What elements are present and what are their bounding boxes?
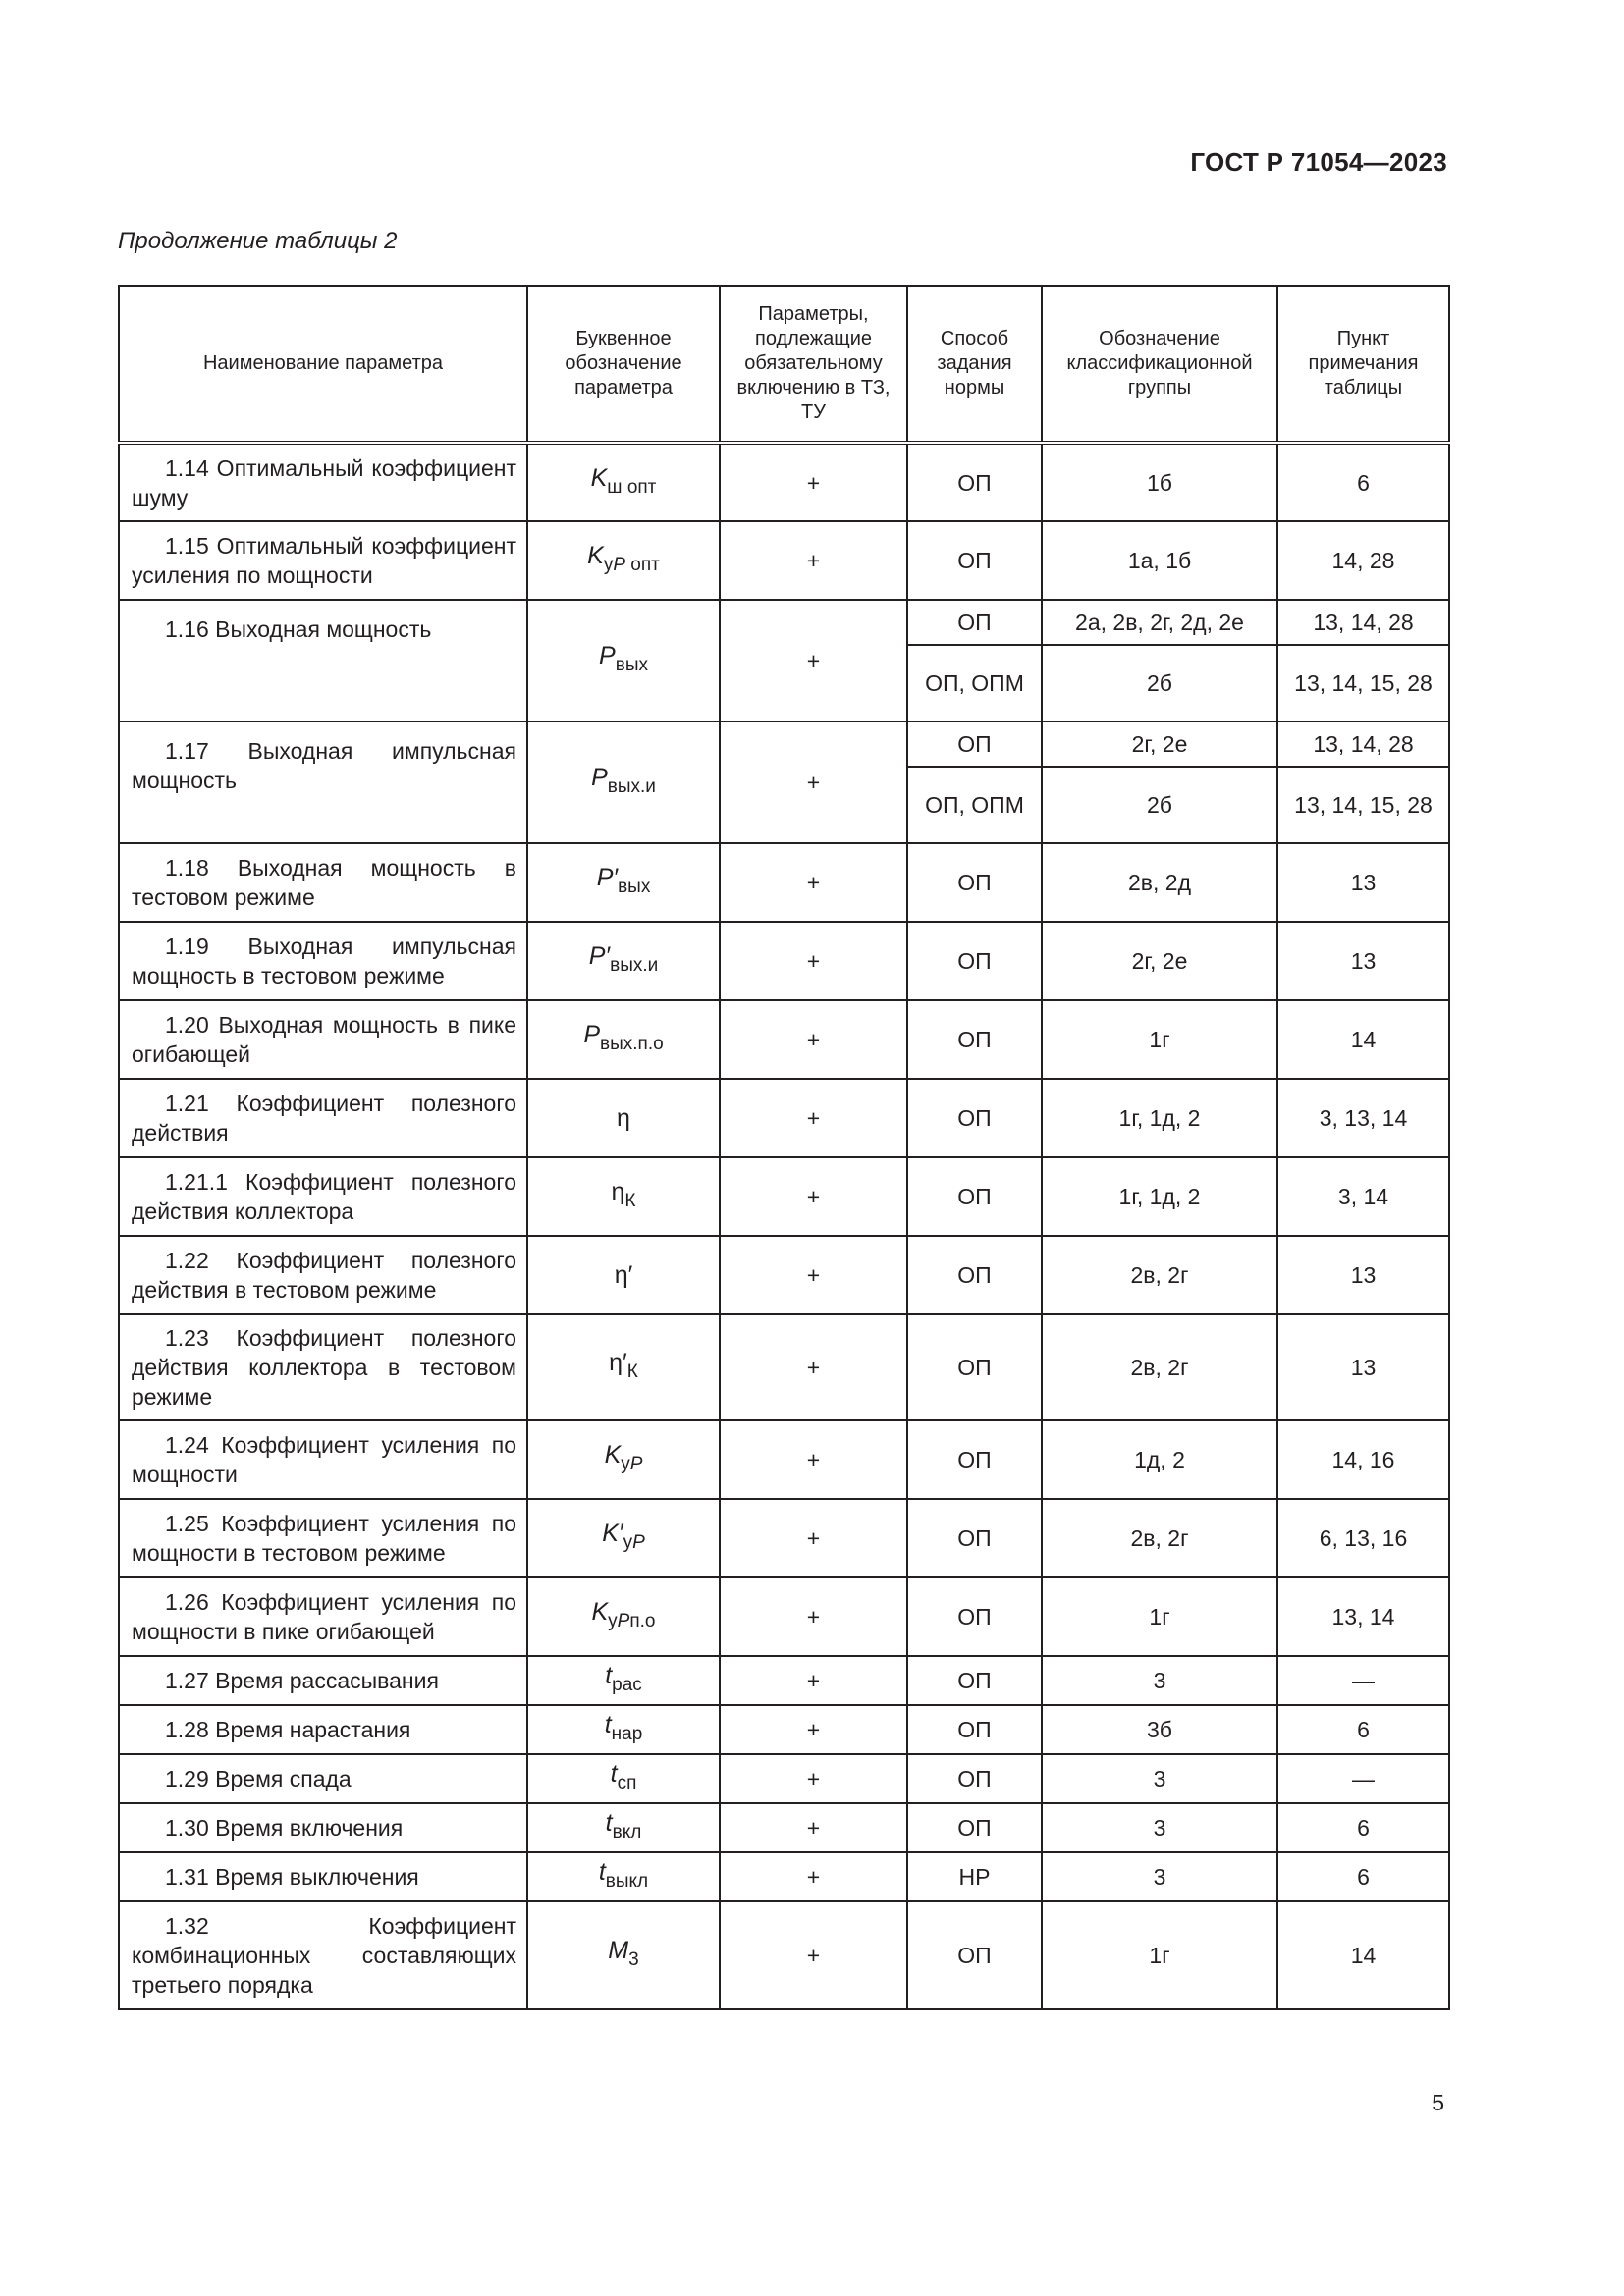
parameters-table bbox=[118, 285, 1450, 2010]
group-cell: 1г bbox=[1042, 1577, 1277, 1656]
symbol-base: η′ bbox=[609, 1349, 627, 1376]
parameter-name: 1.15 Оптимальный коэффициент усиления по мощности bbox=[132, 533, 516, 588]
parameter-symbol bbox=[602, 1520, 645, 1553]
col-header-mandatory: Параметры, подлежащие обязательному включению в ТЗ, ТУ bbox=[720, 286, 907, 443]
note-cell: 13, 14, 28 bbox=[1277, 600, 1449, 645]
table-row bbox=[119, 721, 1449, 767]
table-row bbox=[119, 1852, 1449, 1901]
parameter-symbol bbox=[591, 1598, 656, 1631]
parameter-name: 1.22 Коэффициент полезного действия в тестовом режиме bbox=[132, 1248, 516, 1303]
parameter-name: 1.19 Выходная импульсная мощность в тестовом режиме bbox=[132, 934, 516, 988]
symbol-subscript bbox=[624, 1191, 635, 1211]
mandatory-cell: + bbox=[720, 922, 907, 1000]
symbol-subscript bbox=[610, 955, 658, 976]
table-row bbox=[119, 843, 1449, 922]
symbol-subscript bbox=[607, 477, 656, 498]
parameter-name-cell bbox=[119, 843, 527, 922]
group-cell: 2б bbox=[1042, 767, 1277, 843]
symbol-base: P′ bbox=[588, 942, 611, 970]
mandatory-cell: + bbox=[720, 1705, 907, 1754]
parameter-symbol bbox=[604, 1711, 643, 1744]
symbol-subscript bbox=[600, 1034, 664, 1054]
parameter-name-cell bbox=[119, 1079, 527, 1157]
symbol-base: t bbox=[604, 1711, 612, 1738]
table-row bbox=[119, 521, 1449, 600]
parameter-name-cell bbox=[119, 1656, 527, 1705]
parameter-name: 1.17 Выходная импульсная мощность bbox=[132, 738, 516, 793]
mandatory-cell: + bbox=[720, 1079, 907, 1157]
mandatory-cell: + bbox=[720, 1901, 907, 2009]
note-cell: 13, 14, 28 bbox=[1277, 721, 1449, 767]
note-cell: 13 bbox=[1277, 922, 1449, 1000]
note-cell: 6, 13, 16 bbox=[1277, 1499, 1449, 1577]
parameter-name: 1.32 Коэффициент комбинационных составляющих третьего порядка bbox=[132, 1913, 516, 1998]
symbol-subscript-suffix: п.о bbox=[629, 1611, 656, 1631]
table-row bbox=[119, 1754, 1449, 1803]
symbol-subscript bbox=[628, 1949, 639, 1970]
symbol-subscript bbox=[616, 655, 648, 675]
symbol-cell bbox=[527, 1314, 720, 1420]
mandatory-cell: + bbox=[720, 1803, 907, 1852]
note-cell: — bbox=[1277, 1754, 1449, 1803]
parameter-name: 1.25 Коэффициент усиления по мощности в тестовом режиме bbox=[132, 1511, 516, 1566]
parameter-name-cell bbox=[119, 1499, 527, 1577]
parameter-symbol bbox=[596, 864, 651, 897]
group-cell: 2в, 2д bbox=[1042, 843, 1277, 922]
mandatory-cell: + bbox=[720, 721, 907, 843]
parameter-symbol bbox=[605, 1809, 642, 1842]
symbol-base: η′ bbox=[614, 1261, 633, 1289]
table-row bbox=[119, 1157, 1449, 1236]
symbol-subscript-italic: P bbox=[613, 555, 626, 575]
table-row bbox=[119, 1577, 1449, 1656]
method-cell: ОП bbox=[907, 1314, 1042, 1420]
method-cell: ОП bbox=[907, 1000, 1042, 1079]
table-row bbox=[119, 1236, 1449, 1314]
symbol-subscript-italic: P bbox=[617, 1611, 630, 1631]
mandatory-cell: + bbox=[720, 443, 907, 521]
parameter-name-cell bbox=[119, 1157, 527, 1236]
symbol-subscript bbox=[613, 1822, 642, 1842]
symbol-base: P bbox=[599, 642, 616, 669]
parameter-symbol bbox=[609, 1349, 638, 1382]
parameter-name: 1.23 Коэффициент полезного действия коллектора в тестовом режиме bbox=[132, 1325, 516, 1410]
symbol-subscript bbox=[608, 1611, 655, 1631]
symbol-subscript bbox=[618, 1773, 637, 1793]
parameter-symbol bbox=[605, 1662, 642, 1695]
symbol-base: t bbox=[598, 1858, 606, 1886]
method-cell: ОП bbox=[907, 1656, 1042, 1705]
symbol-subscript-text: ш опт bbox=[607, 476, 657, 498]
method-cell: ОП bbox=[907, 1803, 1042, 1852]
note-cell: 13 bbox=[1277, 1236, 1449, 1314]
symbol-subscript-text: вых bbox=[615, 655, 648, 675]
note-cell: — bbox=[1277, 1656, 1449, 1705]
symbol-subscript-text: вых bbox=[618, 877, 651, 897]
symbol-subscript bbox=[612, 1724, 643, 1744]
parameter-name-cell bbox=[119, 1314, 527, 1420]
table-row bbox=[119, 600, 1449, 645]
symbol-cell bbox=[527, 1901, 720, 2009]
mandatory-cell: + bbox=[720, 1157, 907, 1236]
method-cell: ОП bbox=[907, 1577, 1042, 1656]
symbol-cell bbox=[527, 1754, 720, 1803]
table-caption: Продолжение таблицы 2 bbox=[118, 228, 398, 254]
note-cell: 6 bbox=[1277, 1705, 1449, 1754]
note-cell: 3, 14 bbox=[1277, 1157, 1449, 1236]
table-row bbox=[119, 1656, 1449, 1705]
method-cell: ОП, ОПМ bbox=[907, 767, 1042, 843]
parameter-name-cell bbox=[119, 1754, 527, 1803]
parameter-name: 1.26 Коэффициент усиления по мощности в пике огибающей bbox=[132, 1589, 516, 1644]
group-cell: 2в, 2г bbox=[1042, 1499, 1277, 1577]
parameter-name: 1.21 Коэффициент полезного действия bbox=[132, 1091, 516, 1146]
parameter-symbol bbox=[590, 463, 657, 498]
group-cell: 2б bbox=[1042, 645, 1277, 721]
symbol-cell bbox=[527, 843, 720, 922]
symbol-base: P bbox=[583, 1021, 600, 1048]
note-cell: 6 bbox=[1277, 443, 1449, 521]
table-row bbox=[119, 1314, 1449, 1420]
mandatory-cell: + bbox=[720, 1236, 907, 1314]
symbol-subscript bbox=[606, 1871, 648, 1892]
parameter-name-cell bbox=[119, 1420, 527, 1499]
symbol-subscript-text: вых.и bbox=[610, 955, 659, 976]
mandatory-cell: + bbox=[720, 1852, 907, 1901]
symbol-cell bbox=[527, 1803, 720, 1852]
method-cell: ОП bbox=[907, 1499, 1042, 1577]
parameter-name: 1.28 Время нарастания bbox=[165, 1717, 411, 1742]
group-cell: 2г, 2е bbox=[1042, 922, 1277, 1000]
parameter-name: 1.27 Время рассасывания bbox=[165, 1668, 439, 1693]
parameter-symbol bbox=[610, 1760, 637, 1793]
parameter-name-cell bbox=[119, 521, 527, 600]
parameter-symbol bbox=[588, 942, 659, 976]
table-row bbox=[119, 922, 1449, 1000]
mandatory-cell: + bbox=[720, 1577, 907, 1656]
group-cell: 1г, 1д, 2 bbox=[1042, 1079, 1277, 1157]
parameter-name-cell bbox=[119, 600, 527, 721]
method-cell: ОП, ОПМ bbox=[907, 645, 1042, 721]
parameter-symbol bbox=[591, 764, 656, 797]
parameter-symbol bbox=[587, 542, 660, 575]
note-cell: 6 bbox=[1277, 1803, 1449, 1852]
note-cell: 14 bbox=[1277, 1901, 1449, 2009]
method-cell: ОП bbox=[907, 1901, 1042, 2009]
note-cell: 13, 14, 15, 28 bbox=[1277, 767, 1449, 843]
parameter-name-cell bbox=[119, 443, 527, 521]
method-cell: ОП bbox=[907, 922, 1042, 1000]
symbol-base: η bbox=[611, 1178, 625, 1205]
symbol-base: K bbox=[604, 1441, 622, 1468]
symbol-cell bbox=[527, 1499, 720, 1577]
note-cell: 13, 14 bbox=[1277, 1577, 1449, 1656]
mandatory-cell: + bbox=[720, 843, 907, 922]
document-code: ГОСТ Р 71054—2023 bbox=[1190, 147, 1447, 177]
method-cell: ОП bbox=[907, 721, 1042, 767]
parameter-name: 1.31 Время выключения bbox=[165, 1864, 419, 1890]
symbol-subscript-text: вых.и bbox=[607, 776, 656, 797]
symbol-subscript-text: К bbox=[624, 1191, 636, 1211]
symbol-cell bbox=[527, 1157, 720, 1236]
symbol-cell bbox=[527, 1705, 720, 1754]
symbol-subscript-italic: P bbox=[632, 1532, 645, 1553]
method-cell: НР bbox=[907, 1852, 1042, 1901]
group-cell: 2в, 2г bbox=[1042, 1314, 1277, 1420]
parameter-symbol bbox=[611, 1178, 636, 1211]
method-cell: ОП bbox=[907, 521, 1042, 600]
symbol-base: M bbox=[608, 1937, 629, 1964]
parameter-name-cell bbox=[119, 1577, 527, 1656]
mandatory-cell: + bbox=[720, 1420, 907, 1499]
note-cell: 6 bbox=[1277, 1852, 1449, 1901]
symbol-subscript-text: вкл bbox=[612, 1822, 642, 1842]
parameter-symbol bbox=[583, 1021, 664, 1054]
symbol-base: K bbox=[591, 1598, 609, 1626]
table-row bbox=[119, 1803, 1449, 1852]
parameter-name-cell bbox=[119, 721, 527, 843]
note-cell: 13 bbox=[1277, 843, 1449, 922]
symbol-cell bbox=[527, 443, 720, 521]
symbol-cell bbox=[527, 1079, 720, 1157]
group-cell: 1г bbox=[1042, 1000, 1277, 1079]
group-cell: 1а, 1б bbox=[1042, 521, 1277, 600]
parameter-name: 1.14 Оптимальный коэффициент шуму bbox=[132, 454, 516, 510]
symbol-subscript-text: рас bbox=[612, 1675, 642, 1695]
symbol-subscript bbox=[604, 555, 660, 575]
symbol-cell bbox=[527, 1420, 720, 1499]
group-cell: 1г bbox=[1042, 1901, 1277, 2009]
symbol-cell bbox=[527, 1577, 720, 1656]
symbol-subscript bbox=[623, 1532, 645, 1553]
parameter-symbol bbox=[598, 1858, 649, 1892]
symbol-subscript bbox=[627, 1362, 638, 1382]
symbol-subscript-text: К bbox=[626, 1362, 638, 1382]
parameter-name-cell bbox=[119, 1705, 527, 1754]
mandatory-cell: + bbox=[720, 1314, 907, 1420]
mandatory-cell: + bbox=[720, 1656, 907, 1705]
note-cell: 13 bbox=[1277, 1314, 1449, 1420]
parameter-name: 1.21.1 Коэффициент полезного действия коллектора bbox=[132, 1169, 516, 1224]
parameter-name-cell bbox=[119, 1803, 527, 1852]
group-cell: 3 bbox=[1042, 1803, 1277, 1852]
symbol-cell bbox=[527, 1656, 720, 1705]
group-cell: 3 bbox=[1042, 1754, 1277, 1803]
symbol-base: t bbox=[605, 1809, 613, 1837]
parameter-name: 1.30 Время включения bbox=[165, 1815, 404, 1841]
method-cell: ОП bbox=[907, 1236, 1042, 1314]
symbol-cell bbox=[527, 1852, 720, 1901]
col-header-method: Способ задания нормы bbox=[907, 286, 1042, 443]
note-cell: 14, 28 bbox=[1277, 521, 1449, 600]
table-row bbox=[119, 1499, 1449, 1577]
symbol-subscript bbox=[618, 877, 650, 897]
symbol-base: P bbox=[591, 764, 608, 791]
note-cell: 14, 16 bbox=[1277, 1420, 1449, 1499]
parameter-symbol bbox=[604, 1441, 643, 1474]
symbol-base: K′ bbox=[602, 1520, 623, 1547]
table-row bbox=[119, 1420, 1449, 1499]
group-cell: 2а, 2в, 2г, 2д, 2е bbox=[1042, 600, 1277, 645]
symbol-subscript-italic: P bbox=[629, 1454, 643, 1474]
parameter-name-cell bbox=[119, 1000, 527, 1079]
parameter-name: 1.24 Коэффициент усиления по мощности bbox=[132, 1432, 516, 1487]
symbol-base: t bbox=[605, 1662, 613, 1689]
group-cell: 2в, 2г bbox=[1042, 1236, 1277, 1314]
mandatory-cell: + bbox=[720, 600, 907, 721]
symbol-subscript-text: вых.п.о bbox=[600, 1034, 664, 1054]
symbol-cell bbox=[527, 721, 720, 843]
group-cell: 3 bbox=[1042, 1656, 1277, 1705]
mandatory-cell: + bbox=[720, 1000, 907, 1079]
col-header-note: Пункт примечания таблицы bbox=[1277, 286, 1449, 443]
parameter-name: 1.16 Выходная мощность bbox=[165, 616, 432, 642]
symbol-subscript bbox=[608, 776, 656, 797]
symbol-base: t bbox=[610, 1760, 618, 1788]
table-row bbox=[119, 443, 1449, 521]
symbol-cell bbox=[527, 600, 720, 721]
table-row bbox=[119, 1000, 1449, 1079]
group-cell: 1б bbox=[1042, 443, 1277, 521]
parameter-name-cell bbox=[119, 1852, 527, 1901]
method-cell: ОП bbox=[907, 1705, 1042, 1754]
note-cell: 3, 13, 14 bbox=[1277, 1079, 1449, 1157]
symbol-subscript-text: сп bbox=[617, 1773, 637, 1793]
method-cell: ОП bbox=[907, 843, 1042, 922]
parameter-symbol bbox=[608, 1937, 639, 1970]
symbol-subscript-text: у bbox=[621, 1454, 630, 1474]
group-cell: 2г, 2е bbox=[1042, 721, 1277, 767]
table-row bbox=[119, 1079, 1449, 1157]
table-row bbox=[119, 1705, 1449, 1754]
symbol-subscript-text: у bbox=[603, 555, 614, 575]
note-cell: 14 bbox=[1277, 1000, 1449, 1079]
col-header-name: Наименование параметра bbox=[119, 286, 527, 443]
parameter-name-cell bbox=[119, 1901, 527, 2009]
parameter-name: 1.29 Время спада bbox=[165, 1766, 352, 1791]
note-cell: 13, 14, 15, 28 bbox=[1277, 645, 1449, 721]
method-cell: ОП bbox=[907, 1420, 1042, 1499]
method-cell: ОП bbox=[907, 600, 1042, 645]
group-cell: 3 bbox=[1042, 1852, 1277, 1901]
symbol-cell bbox=[527, 1000, 720, 1079]
mandatory-cell: + bbox=[720, 1499, 907, 1577]
table-header-row bbox=[119, 286, 1449, 443]
table-row bbox=[119, 1901, 1449, 2009]
symbol-cell bbox=[527, 922, 720, 1000]
parameter-name-cell bbox=[119, 1236, 527, 1314]
parameter-name: 1.18 Выходная мощность в тестовом режиме bbox=[132, 855, 516, 910]
symbol-base: η bbox=[617, 1104, 630, 1132]
mandatory-cell: + bbox=[720, 1754, 907, 1803]
symbol-subscript-text: выкл bbox=[605, 1871, 649, 1892]
symbol-base: K bbox=[587, 542, 604, 569]
symbol-subscript bbox=[612, 1675, 642, 1695]
method-cell: ОП bbox=[907, 1079, 1042, 1157]
symbol-cell bbox=[527, 1236, 720, 1314]
group-cell: 3б bbox=[1042, 1705, 1277, 1754]
symbol-subscript bbox=[621, 1454, 642, 1474]
parameter-name-cell bbox=[119, 922, 527, 1000]
col-header-symbol: Буквенное обозначение параметра bbox=[527, 286, 720, 443]
parameter-name: 1.20 Выходная мощность в пике огибающей bbox=[132, 1012, 516, 1067]
group-cell: 1г, 1д, 2 bbox=[1042, 1157, 1277, 1236]
symbol-cell bbox=[527, 521, 720, 600]
parameter-symbol bbox=[617, 1104, 630, 1132]
method-cell: ОП bbox=[907, 1754, 1042, 1803]
symbol-base: P′ bbox=[596, 864, 619, 891]
symbol-base: K bbox=[590, 463, 608, 492]
mandatory-cell: + bbox=[720, 521, 907, 600]
symbol-subscript-suffix: опт bbox=[625, 555, 660, 575]
parameter-symbol bbox=[599, 642, 648, 675]
method-cell: ОП bbox=[907, 443, 1042, 521]
symbol-subscript-text: у bbox=[608, 1611, 618, 1631]
method-cell: ОП bbox=[907, 1157, 1042, 1236]
parameter-symbol bbox=[615, 1261, 633, 1289]
symbol-subscript-text: 3 bbox=[628, 1949, 639, 1970]
symbol-subscript-text: нар bbox=[611, 1724, 643, 1744]
page-number: 5 bbox=[1432, 2090, 1444, 2115]
group-cell: 1д, 2 bbox=[1042, 1420, 1277, 1499]
col-header-group: Обозначение классификационной группы bbox=[1042, 286, 1277, 443]
symbol-subscript-text: у bbox=[623, 1532, 633, 1553]
